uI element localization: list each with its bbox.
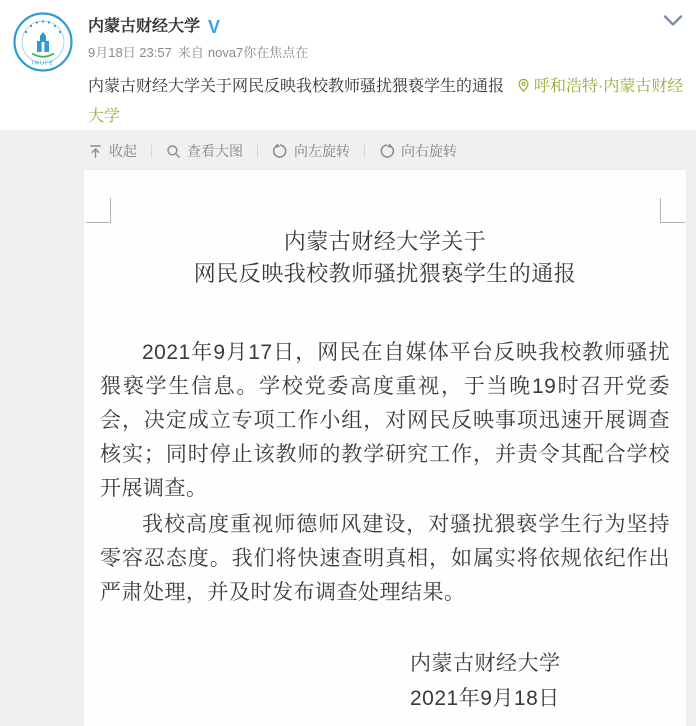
view-large-label: 查看大图 — [187, 143, 243, 159]
rotate-right-button[interactable] — [379, 138, 457, 164]
location-text: 呼和浩特·内蒙古财经大学 — [88, 78, 684, 125]
source-app-link[interactable]: nova7你在焦点在 — [207, 45, 309, 60]
notice-document-image[interactable] — [84, 170, 686, 726]
rotate-ccw-icon — [272, 143, 288, 159]
verified-v-badge-icon: V — [208, 17, 221, 37]
collapse-image-button[interactable] — [88, 138, 137, 164]
notice-title — [100, 226, 670, 290]
toolbar-divider — [257, 144, 258, 158]
notice-body — [100, 336, 670, 610]
post-meta — [88, 45, 308, 61]
page-corner-mark-left — [86, 198, 111, 223]
post-text: 内蒙古财经大学关于网民反映我校教师骚扰猥亵学生的通报 — [88, 78, 505, 95]
collapse-label: 收起 — [109, 143, 137, 159]
notice-title-line1: 内蒙古财经大学关于 — [283, 229, 487, 254]
page-corner-mark-right — [660, 198, 685, 223]
toolbar-divider — [364, 144, 365, 158]
notice-document — [84, 226, 686, 716]
avatar-imufe-text: IMUFE — [31, 60, 55, 67]
image-toolbar — [88, 138, 457, 164]
chevron-down-icon — [663, 14, 683, 27]
rotate-left-button[interactable] — [272, 138, 350, 164]
map-pin-icon — [516, 78, 531, 93]
rotate-left-label: 向左旋转 — [294, 143, 350, 159]
notice-paragraph: 2021年9月17日，网民在自媒体平台反映我校教师骚扰猥亵学生信息。学校党委高度重视，于当晚19时召开党委会，决定成立专项工作小组，对网民反映事项迅速开展调查核实；同时停止该教师的教学研究工作，并责令其配合学校开展调查。 — [100, 341, 670, 500]
notice-signature: 内蒙古财经大学 — [410, 652, 561, 675]
notice-signature-block — [410, 646, 670, 716]
post-header — [0, 0, 696, 130]
post-menu-button[interactable] — [663, 14, 683, 27]
post-text-block — [88, 72, 688, 132]
magnifier-icon — [166, 144, 181, 159]
source-prefix: 来自 — [177, 45, 204, 60]
arrow-up-to-bar-icon — [88, 144, 103, 159]
username-link[interactable]: 内蒙古财经大学 — [88, 18, 201, 35]
notice-date: 2021年9月18日 — [410, 687, 560, 710]
notice-title-line2: 网民反映我校教师骚扰猥亵学生的通报 — [193, 261, 577, 286]
university-logo-avatar[interactable] — [13, 12, 73, 72]
rotate-right-label: 向右旋转 — [401, 143, 457, 159]
toolbar-divider — [151, 144, 152, 158]
image-viewer-panel — [0, 130, 696, 726]
rotate-cw-icon — [379, 143, 395, 159]
post-timestamp: 9月18日 23:57 — [88, 45, 172, 60]
notice-paragraph: 我校高度重视师德师风建设，对骚扰猥亵学生行为坚持零容忍态度。我们将快速查明真相，如属实将依规依纪作出严肃处理，并及时发布调查处理结果。 — [100, 513, 670, 604]
view-large-image-button[interactable] — [166, 138, 243, 164]
